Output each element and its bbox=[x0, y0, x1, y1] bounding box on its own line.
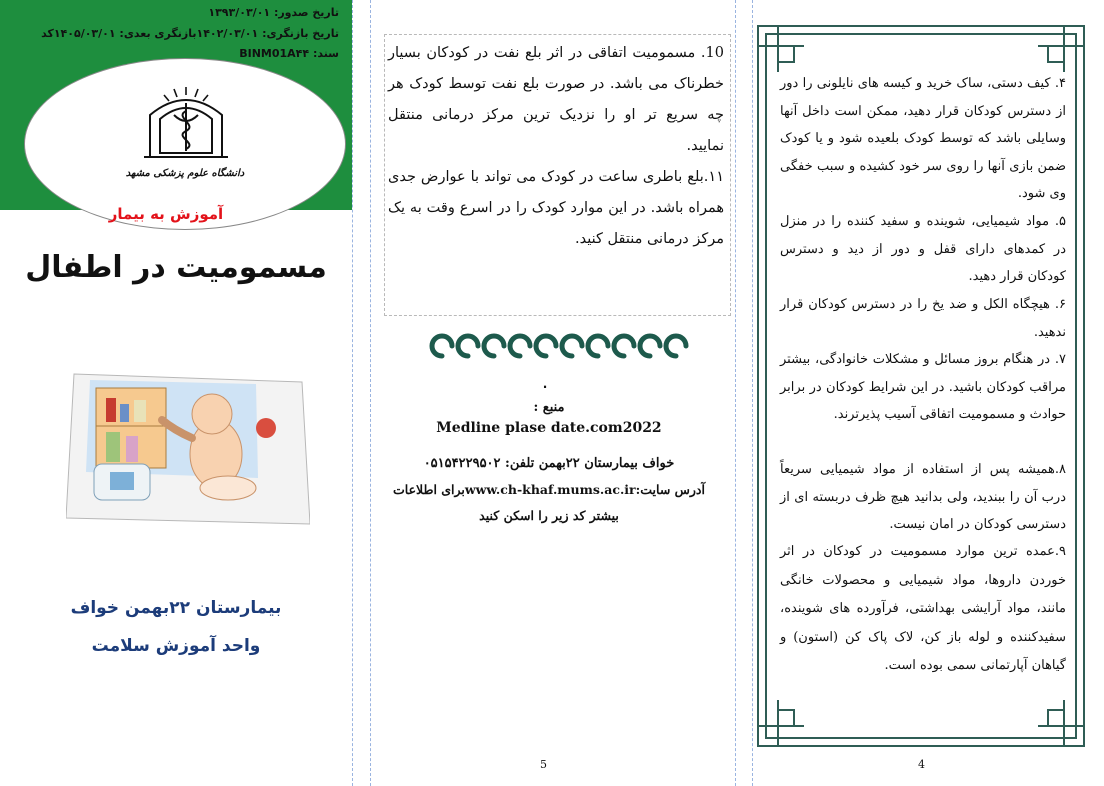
fold-line-1 bbox=[352, 0, 353, 786]
revision-date: تاریخ بازنگری: ۱۴۰۲/۰۳/۰۱بازنگری بعدی: ۱۴۰۵/۰۳/۰۱کد bbox=[41, 27, 339, 40]
patient-education-label: آموزش به بیمار bbox=[108, 205, 224, 223]
issue-date: تاریخ صدور: ۱۳۹۳/۰۳/۰۱ bbox=[208, 6, 339, 19]
fold-line-2 bbox=[370, 0, 371, 786]
page-number-4: 4 bbox=[918, 758, 925, 771]
page-number-5: 5 bbox=[540, 758, 547, 771]
qr-scan-note: بیشتر کد زیر را اسکن کنید bbox=[479, 508, 619, 523]
university-logo-icon bbox=[140, 85, 232, 165]
paragraph-9: ۹.عمده ترین موارد مسمومیت در کودکان در اثر خوردن داروها، مواد شیمیایی و محصولات خانگی مانند، مواد آرایشی بهداشتی، فرآورده های شوینده، سفیدکننده و لوله باز کن، لاک پاک کن (استون) و گیاهان آپارتمانی سمی بوده است. bbox=[780, 544, 1066, 673]
paragraph-11: ۱۱.بلع باطری ساعت در کودک می تواند با عوارض جدی همراه باشد. در این موارد کودک را در اسرع وقت به یک مرکز درمانی منتقل کنید. bbox=[388, 169, 724, 247]
source-label: منبع : bbox=[533, 400, 565, 415]
paragraph-8: ۸.همیشه پس از استفاده از مواد شیمیایی سریعاً درب آن را ببندید، ولی بدانید هیچ ظرف دربسته ای از دسترسی کودکان در امان نیست. bbox=[780, 462, 1066, 532]
hospital-name: بیمارستان ۲۲بهمن خواف bbox=[70, 598, 282, 618]
separator-dot: . bbox=[542, 377, 548, 391]
document-code: سند: BINM01A۴۴ bbox=[239, 47, 339, 60]
contact-address: خواف بیمارستان ۲۲بهمن تلفن: ۰۵۱۵۴۲۲۹۵۰۲ bbox=[423, 456, 675, 471]
paragraph-10: 10. مسمومیت اتفاقی در اثر بلع نفت در کودکان بسیار خطرناک می باشد. در صورت بلع نفت توسط کودک هر چه سریع تر او را نزدیک ترین مرکز درمانی منتقل نمایید. bbox=[388, 45, 724, 154]
paragraph-5: ۵. مواد شیمیایی، شوینده و سفید کننده را در منزل در کمدهای دارای قفل و دور از دید و دسترس کودکان قرار دهید. bbox=[780, 214, 1066, 284]
website-line: آدرس سایت:www.ch-khaf.mums.ac.irبرای اطلاعات bbox=[393, 482, 705, 497]
ornamental-scroll-border-icon bbox=[428, 330, 692, 364]
fold-line-4 bbox=[752, 0, 753, 786]
child-poison-illustration bbox=[66, 368, 310, 528]
fold-line-3 bbox=[735, 0, 736, 786]
paragraph-6: ۶. هیچگاه الکل و ضد یخ را در دسترس کودکان قرار ندهید. bbox=[780, 297, 1066, 340]
paragraph-4: ۴. کیف دستی، ساک خرید و کیسه های نایلونی را دور از دسترس کودکان قرار دهید، ممکن است داخل آنها وسایلی باشد که توسط کودک بلعیده شود و یا کودک ضمن بازی آنها را روی سر خود کشیده و سبب خفگی وی شود. bbox=[780, 76, 1066, 201]
logo-caption: دانشگاه علوم پزشکی مشهد bbox=[125, 168, 245, 179]
paragraph-7: ۷. در هنگام بروز مسائل و مشکلات خانوادگی، بیشتر مراقب کودکان باشید. در این شرایط کودکان در برابر حوادث و مسمومیت اتفاقی آسیب پذیرترند. bbox=[780, 352, 1066, 422]
source-value: Medline plase date.com2022 bbox=[436, 420, 662, 436]
brochure-title: مسمومیت در اطفال bbox=[25, 250, 327, 285]
health-education-unit: واحد آموزش سلامت bbox=[91, 636, 261, 656]
